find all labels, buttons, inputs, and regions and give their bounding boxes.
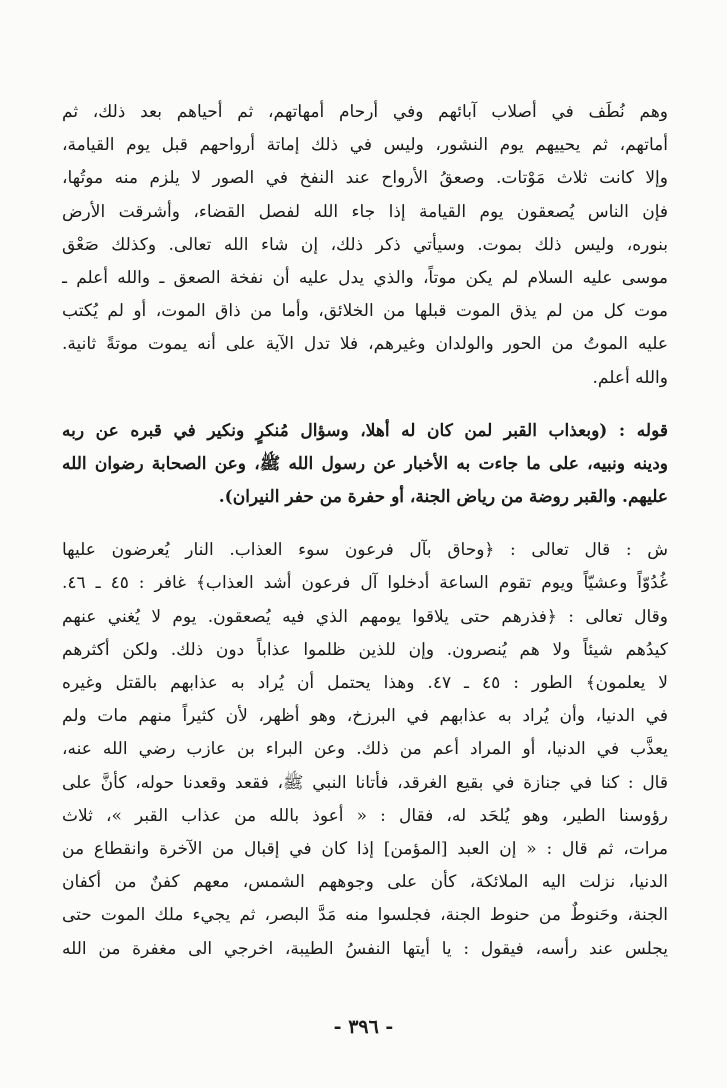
text-line: موت كل من لم يذق الموت قبلها من الخلائق، وأما من ذاق الموت، أو لم يُكتب xyxy=(62,301,668,322)
page-number: - ٣٩٦ - xyxy=(333,1016,394,1038)
text-line: الجنة، وحَنوطٌ من حنوط الجنة، فجلسوا منه مَدَّ البصر، ثم يجيء ملك الموت حتى xyxy=(62,905,668,926)
text-line: ودينه ونبيه، على ما جاءت به الأخبار عن رسول الله ﷺ، وعن الصحابة رضوان الله xyxy=(62,453,668,474)
text-line: قوله : (وبعذاب القبر لمن كان له أهلا، وسؤال مُنكرٍ ونكير في قبره عن ربه xyxy=(62,420,668,441)
page-body xyxy=(62,96,668,966)
text-line: في الدنيا، وأن يُراد به عذابهم في البرزخ، وهو أظهر، لأن كثيراً منهم مات ولم xyxy=(62,706,668,727)
text-line: أماتهم، ثم يحييهم يوم النشور، وليس في ذلك إماتة أرواحهم قبل يوم القيامة، xyxy=(62,135,668,156)
text-line: بنوره، وليس ذلك بموت. وسيأتي ذكر ذلك، إن شاء الله تعالى. وكذلك صَعْق xyxy=(62,234,668,255)
text-line: عليه الموتُ من الحور والولدان وغيرهم، فلا تدل الآية على أنه يموت موتةً ثانية. xyxy=(62,334,668,355)
paragraph-2-quoted-text xyxy=(62,415,668,515)
text-line: مرات، ثم قال : « إن العبد [المؤمن] إذا كان في إقبال من الآخرة وانقطاع من xyxy=(62,838,668,859)
paragraph-3-commentary xyxy=(62,534,668,965)
text-line: عليهم. والقبر روضة من رياض الجنة، أو حفرة من حفر النيران). xyxy=(218,487,668,508)
text-line: ش : قال تعالى : ﴿وحاق بآل فرعون سوء العذاب. النار يُعرضون عليها xyxy=(62,540,668,561)
text-line: يعذَّب في الدنيا، أو المراد أعم من ذلك. وعن البراء بن عازب رضي الله عنه، xyxy=(62,739,668,760)
text-line: يجلس عند رأسه، فيقول : يا أيتها النفسُ الطيبة، اخرجي الى مغفرة من الله xyxy=(62,938,668,959)
text-line: وقال تعالى : ﴿فذرهم حتى يلاقوا يومهم الذي فيه يُصعقون. يوم لا يُغني عنهم xyxy=(62,606,668,627)
text-line: موسى عليه السلام لم يكن موتاً، والذي يدل عليه أن نفخة الصعق ـ والله أعلم ـ xyxy=(62,267,668,288)
text-line: فإن الناس يُصعقون يوم القيامة إذا جاء الله لفصل القضاء، وأشرقت الأرض xyxy=(62,201,668,222)
text-line: وإلا كانت ثلاث مَوْتات. وصعقُ الأرواح عند النفخ في الصور لا يلزم منه موتُها، xyxy=(62,168,668,189)
text-line: كيدُهم شيئاً ولا هم يُنصرون. وإن للذين ظلموا عذاباً دون ذلك. ولكن أكثرهم xyxy=(62,639,668,660)
text-line: رؤوسنا الطير، وهو يُلحَد له، فقال : « أعوذ بالله من عذاب القبر »، ثلاث xyxy=(62,805,668,826)
text-line: غُدُوّاً وعشيّاً ويوم تقوم الساعة أدخلوا آل فرعون أشد العذاب﴾ غافر : ٤٥ ـ ٤٦. xyxy=(62,573,668,594)
paragraph-spacer xyxy=(62,395,668,415)
paragraph-spacer xyxy=(62,514,668,534)
text-line: لا يعلمون﴾ الطور : ٤٥ ـ ٤٧. وهذا يحتمل أن يُراد به عذابهم بالقتل وغيره xyxy=(62,673,668,693)
text-line: والله أعلم. xyxy=(592,367,668,388)
text-line: وهم نُطَف في أصلاب آبائهم وفي أرحام أمهاتهم، ثم أحياهم بعد ذلك، ثم xyxy=(62,102,668,122)
text-line: الدنيا، نزلت اليه الملائكة، كأن على وجوههم الشمس، معهم كفنٌ من أكفان xyxy=(62,872,668,893)
text-line: قال : كنا في جنازة في بقيع الغرقد، فأتانا النبي ﷺ، فقعد وقعدنا حوله، كأنَّ على xyxy=(62,772,668,793)
paragraph-1 xyxy=(62,96,668,395)
